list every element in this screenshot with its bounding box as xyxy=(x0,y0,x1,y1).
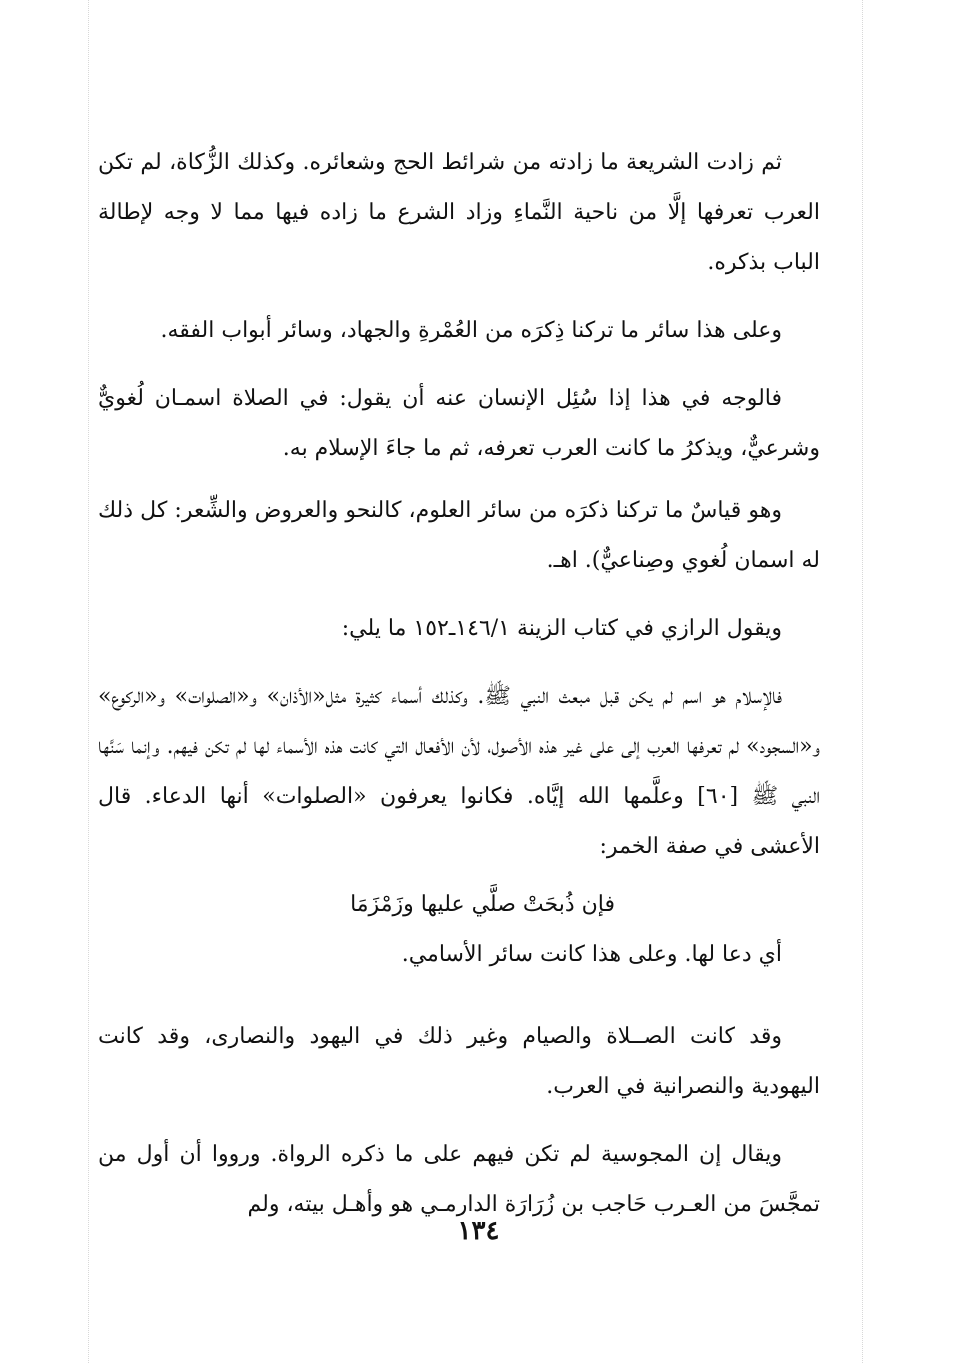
page-number: ١٣٤ xyxy=(457,1216,500,1246)
scan-margin-line xyxy=(88,0,89,1363)
paragraph: فالإسلام هو اسم لم يكن قبل مبعث النبي ﷺ. وكذلك أسماء كثيرة مثل«الأذان» و«الصلوات» و«الركوع» و«السجود» لم تعرفها العرب إلى على غير هذه الأصول، لأن الأفعال التي كانت هذه الأسماء لها لم تكن فيهم. وإنما سَنَّها النبي ﷺ [٦٠] وعلَّمها الله إيَّاه. فكانوا يعرفون «الصلوات» أنها الدعاء. قال الأعشى في صفة الخمر: xyxy=(98,684,821,859)
paragraph: فالوجه في هذا إذا سُئِل الإنسان عنه أن يقول: في الصلاة اسمـان لُغويٌّ وشرعيٌّ، ويذكرُ ما كانت العرب تعرفه، ثم ما جاءَ الإسلام به. xyxy=(98,386,820,461)
paragraph: ويقول الرازي في كتاب الزينة ١٤٦/١ـ١٥٢ ما يلي: xyxy=(341,616,782,641)
paragraph: ويقال إن المجوسية لم تكن فيهم على ما ذكره الرواة. ورووا أن أول من تمجَّسَ من العـرب حَاجب بن زُرَارَة الدارمـي هو وأهـل بيته، ولم xyxy=(98,1142,820,1217)
paragraph: أي دعا لها. وعلى هذا كانت سائر الأسامي. xyxy=(401,942,782,967)
body-text xyxy=(98,138,820,1248)
scan-margin-line xyxy=(862,0,863,1363)
paragraph: وعلى هذا سائر ما تركنا ذِكرَه من العُمْرةِ والجهاد، وسائر أبواب الفقه. xyxy=(160,318,782,343)
paragraph: ثم زادت الشريعة ما زادته من شرائط الحج وشعائره. وكذلك الزُّكاة، لم تكن العرب تعرفها إلَّا من ناحية النَّماءِ وزاد الشرع ما زاده فيها مما لا وجه لإطالة الباب بذكره. xyxy=(98,150,820,275)
paragraph: وقد كانت الصــلاة والصيام وغير ذلك في اليهود والنصارى، وقد كانت اليهودية والنصرانية في العرب. xyxy=(98,1024,820,1099)
paragraph: وهو قياسٌ ما تركنا ذكرَه من سائر العلوم، كالنحو والعروض والشِّعر: كل ذلك له اسمان لُغوي وصِناعيٌّ). اهـ. xyxy=(98,498,820,573)
poetry-verse: فإن ذُبحَتْ صلَّي عليها وزَمْزَمَا xyxy=(350,892,615,917)
